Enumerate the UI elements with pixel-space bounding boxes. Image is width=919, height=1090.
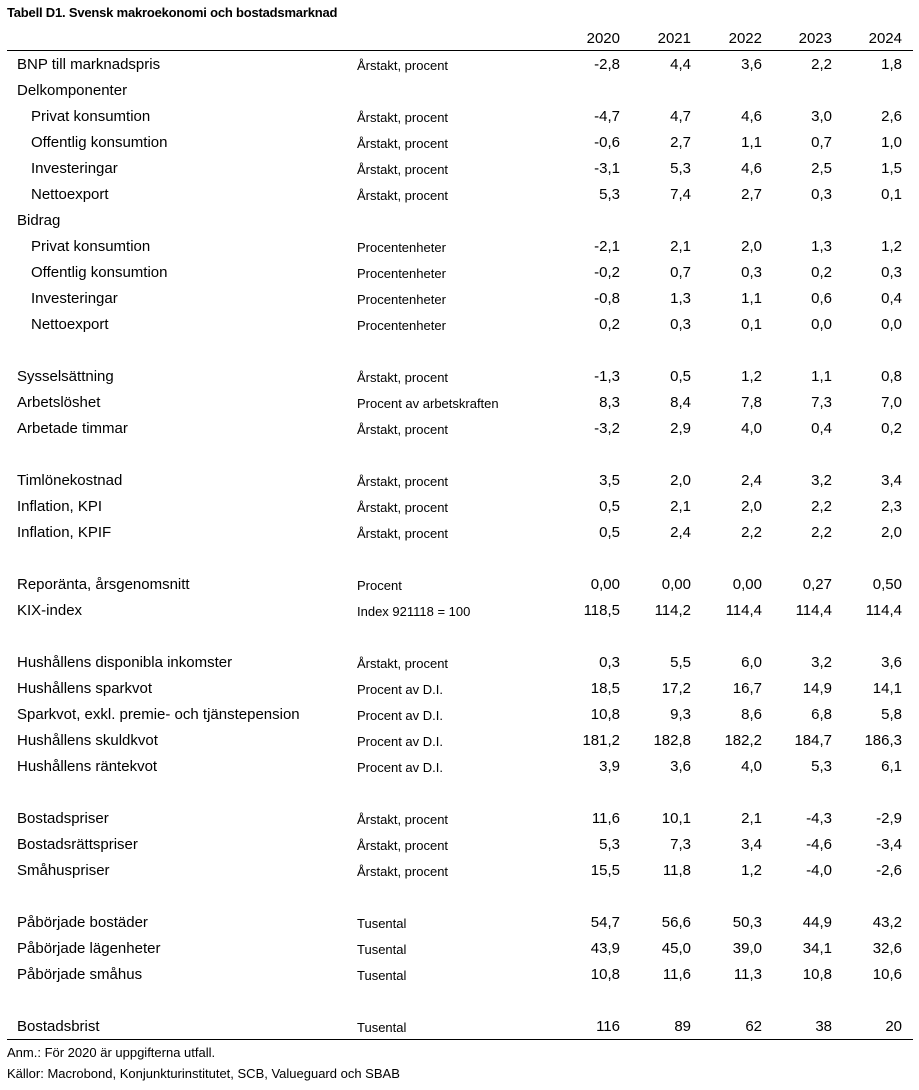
row-value: 0,1 [881,186,902,203]
row-value: 1,0 [881,134,902,151]
row-label: Inflation, KPIF [17,524,112,541]
table-row [0,910,919,936]
row-value: 2,4 [741,472,762,489]
row-value: 0,00 [732,576,762,593]
row-value: 114,4 [795,602,832,619]
row-value: 118,5 [583,602,620,619]
table-spacer-row [0,988,919,1014]
row-label: Hushållens skuldkvot [17,732,158,749]
row-unit: Årstakt, procent [357,188,449,203]
row-value: 0,4 [811,420,832,437]
row-value: 50,3 [732,914,762,931]
row-value: 186,3 [864,732,902,749]
row-unit: Tusental [357,1020,407,1035]
row-value: 2,0 [670,472,691,489]
row-value: 0,7 [670,264,691,281]
row-value: 62 [745,1018,762,1035]
row-value: -2,9 [876,810,902,827]
row-unit: Procentenheter [357,266,446,281]
row-value: 10,1 [661,810,691,827]
row-value: 0,5 [670,368,691,385]
row-value: -2,6 [876,862,902,879]
table-row [0,364,919,390]
row-label: Timlönekostnad [17,472,123,489]
row-unit: Tusental [357,968,407,983]
row-unit: Index 921118 = 100 [357,604,471,619]
row-label: Sysselsättning [17,368,114,385]
row-value: 2,1 [741,810,762,827]
row-value: -4,7 [594,108,620,125]
row-value: 3,9 [599,758,620,775]
table-row [0,702,919,728]
row-value: 2,7 [670,134,691,151]
table-row [0,676,919,702]
table-row [0,416,919,442]
row-label: Småhuspriser [17,862,110,879]
row-value: 6,8 [811,706,832,723]
table-row [0,962,919,988]
table-row [0,156,919,182]
table-row [0,858,919,884]
row-value: 1,5 [881,160,902,177]
row-label: Påbörjade bostäder [17,914,148,931]
row-value: 18,5 [590,680,620,697]
row-value: 89 [674,1018,691,1035]
row-label: Privat konsumtion [31,108,151,125]
row-value: 114,4 [865,602,902,619]
row-unit: Tusental [357,916,407,931]
table-spacer-row [0,546,919,572]
row-value: -0,8 [594,290,620,307]
header-divider [7,50,913,51]
row-value: 7,0 [881,394,902,411]
row-value: 5,3 [599,186,620,203]
row-value: 3,6 [881,654,902,671]
row-value: 6,1 [881,758,902,775]
row-value: 2,1 [670,238,691,255]
row-value: 0,0 [881,316,902,333]
row-value: 7,3 [670,836,691,853]
row-value: 3,6 [670,758,691,775]
row-value: 14,9 [802,680,832,697]
row-value: 4,4 [670,56,691,73]
row-value: 1,2 [741,368,762,385]
row-value: 114,2 [654,602,691,619]
row-value: 3,2 [811,654,832,671]
row-value: 0,3 [741,264,762,281]
table-row [0,286,919,312]
row-unit: Årstakt, procent [357,474,449,489]
table-row [0,130,919,156]
row-label: Reporänta, årsgenomsnitt [17,576,190,593]
row-value: 0,3 [670,316,691,333]
row-value: 5,3 [599,836,620,853]
row-value: 3,2 [811,472,832,489]
row-value: 11,6 [591,810,620,827]
row-value: 2,9 [670,420,691,437]
row-unit: Årstakt, procent [357,58,449,73]
table-note: Anm.: För 2020 är uppgifterna utfall. [7,1045,216,1060]
row-value: 39,0 [732,940,762,957]
row-label: Delkomponenter [17,82,128,99]
row-value: 1,1 [811,368,832,385]
table-row [0,650,919,676]
table-row [0,572,919,598]
row-value: 4,7 [670,108,691,125]
row-value: 43,9 [590,940,620,957]
row-value: -0,2 [594,264,620,281]
table-row [0,234,919,260]
row-value: 182,8 [653,732,691,749]
row-value: 16,7 [732,680,762,697]
row-unit: Årstakt, procent [357,656,449,671]
row-value: 5,3 [670,160,691,177]
row-value: -2,8 [594,56,620,73]
table-row [0,832,919,858]
row-label: Inflation, KPI [17,498,103,515]
row-label: Hushållens sparkvot [17,680,153,697]
row-value: 0,2 [881,420,902,437]
row-value: 5,3 [811,758,832,775]
row-unit: Årstakt, procent [357,110,449,125]
row-value: -3,2 [594,420,620,437]
row-value: 0,5 [599,498,620,515]
row-value: -1,3 [594,368,620,385]
row-value: 10,8 [590,966,620,983]
year-header: 2023 [798,30,832,47]
row-value: 8,4 [670,394,691,411]
row-unit: Årstakt, procent [357,812,449,827]
row-unit: Årstakt, procent [357,838,449,853]
row-label: Arbetslöshet [17,394,101,411]
table-header-row [0,26,919,52]
row-value: -3,4 [876,836,902,853]
row-value: 7,3 [811,394,832,411]
row-value: 2,2 [741,524,762,541]
row-unit: Årstakt, procent [357,422,449,437]
row-value: 2,5 [811,160,832,177]
table-spacer-row [0,624,919,650]
row-label: KIX-index [17,602,83,619]
row-value: 2,7 [741,186,762,203]
row-unit: Procentenheter [357,240,446,255]
row-label: Bostadsrättspriser [17,836,138,853]
row-label: Hushållens disponibla inkomster [17,654,233,671]
row-value: 0,2 [599,316,620,333]
row-value: 0,1 [741,316,762,333]
row-value: 182,2 [724,732,762,749]
row-value: 2,0 [741,238,762,255]
row-value: 3,0 [811,108,832,125]
table-row [0,936,919,962]
row-label: Bidrag [17,212,61,229]
table-spacer-row [0,884,919,910]
row-value: 0,0 [811,316,832,333]
row-value: 45,0 [661,940,691,957]
row-label: Sparkvot, exkl. premie- och tjänstepension [17,706,300,723]
row-label: Nettoexport [31,186,109,203]
row-value: 38 [815,1018,832,1035]
row-value: 0,4 [881,290,902,307]
row-value: 10,8 [590,706,620,723]
row-value: 0,3 [811,186,832,203]
table-row [0,182,919,208]
table-row [0,1014,919,1040]
row-value: 1,1 [741,290,762,307]
table-row [0,494,919,520]
year-header: 2021 [657,30,691,47]
row-unit: Procent av arbetskraften [357,396,499,411]
row-value: 2,6 [881,108,902,125]
row-value: 43,2 [872,914,902,931]
row-value: 0,00 [661,576,691,593]
row-label: Privat konsumtion [31,238,151,255]
row-value: 0,3 [599,654,620,671]
row-value: 2,0 [741,498,762,515]
row-value: 10,6 [872,966,902,983]
row-value: 2,4 [670,524,691,541]
row-value: -4,3 [806,810,832,827]
row-value: 3,5 [599,472,620,489]
row-unit: Procentenheter [357,292,446,307]
row-value: 1,3 [811,238,832,255]
row-value: 2,2 [811,56,832,73]
table-row [0,520,919,546]
row-value: 4,6 [741,108,762,125]
row-value: 44,9 [802,914,832,931]
row-value: 9,3 [670,706,691,723]
row-label: Hushållens räntekvot [17,758,158,775]
row-unit: Procentenheter [357,318,446,333]
table-row [0,728,919,754]
row-value: 1,8 [881,56,902,73]
row-value: 11,6 [662,966,691,983]
row-value: 3,4 [881,472,902,489]
table-title: Tabell D1. Svensk makroekonomi och bostadsmarknad [7,5,338,20]
row-value: 10,8 [802,966,832,983]
table-row [0,754,919,780]
table-row [0,598,919,624]
year-header: 2024 [868,30,902,47]
table-sources: Källor: Macrobond, Konjunkturinstitutet, SCB, Valueguard och SBAB [7,1066,400,1081]
row-unit: Årstakt, procent [357,500,449,515]
row-label: BNP till marknadspris [17,56,161,73]
table-spacer-row [0,338,919,364]
row-value: 0,00 [590,576,620,593]
row-unit: Procent av D.I. [357,708,443,723]
row-unit: Årstakt, procent [357,526,449,541]
row-value: 5,8 [881,706,902,723]
row-value: 0,5 [599,524,620,541]
row-value: 0,7 [811,134,832,151]
row-value: 1,2 [881,238,902,255]
table-row [0,806,919,832]
row-value: 116 [596,1018,620,1035]
row-value: 2,0 [881,524,902,541]
row-unit: Procent av D.I. [357,760,443,775]
table-spacer-row [0,442,919,468]
table-spacer-row [0,780,919,806]
row-unit: Årstakt, procent [357,136,449,151]
row-value: -2,1 [594,238,620,255]
row-value: 0,2 [811,264,832,281]
row-unit: Årstakt, procent [357,370,449,385]
row-value: 8,6 [741,706,762,723]
table-row [0,78,919,104]
table-row [0,208,919,234]
row-value: 15,5 [590,862,620,879]
row-value: 184,7 [794,732,832,749]
row-label: Påbörjade lägenheter [17,940,161,957]
row-unit: Procent av D.I. [357,734,443,749]
row-value: 6,0 [741,654,762,671]
row-value: 32,6 [872,940,902,957]
row-value: 7,4 [670,186,691,203]
row-label: Offentlig konsumtion [31,134,168,151]
row-label: Nettoexport [31,316,109,333]
row-value: 2,2 [811,524,832,541]
row-unit: Årstakt, procent [357,162,449,177]
row-value: -4,6 [806,836,832,853]
row-value: 5,5 [670,654,691,671]
row-value: 34,1 [802,940,832,957]
row-value: 2,2 [811,498,832,515]
row-value: 54,7 [590,914,620,931]
row-value: 3,4 [741,836,762,853]
row-value: 11,3 [733,966,762,983]
row-label: Bostadsbrist [17,1018,100,1035]
footer-divider [7,1039,913,1040]
row-value: 0,3 [881,264,902,281]
row-value: 14,1 [872,680,902,697]
row-value: 1,1 [741,134,762,151]
row-value: 0,6 [811,290,832,307]
row-label: Bostadspriser [17,810,109,827]
year-header: 2022 [728,30,762,47]
row-value: -4,0 [806,862,832,879]
row-value: 1,2 [741,862,762,879]
row-value: -3,1 [594,160,620,177]
row-value: 1,3 [670,290,691,307]
row-value: 2,1 [670,498,691,515]
row-value: 4,0 [741,420,762,437]
row-value: 2,3 [881,498,902,515]
row-label: Påbörjade småhus [17,966,143,983]
row-unit: Årstakt, procent [357,864,449,879]
row-label: Arbetade timmar [17,420,128,437]
table-row [0,390,919,416]
row-value: 56,6 [661,914,691,931]
row-label: Investeringar [31,160,118,177]
row-value: 4,6 [741,160,762,177]
row-unit: Tusental [357,942,407,957]
table-row [0,468,919,494]
row-value: 4,0 [741,758,762,775]
row-value: 0,8 [881,368,902,385]
row-value: 3,6 [741,56,762,73]
row-label: Investeringar [31,290,118,307]
row-value: 20 [885,1018,902,1035]
table-row [0,52,919,78]
row-value: 114,4 [725,602,762,619]
row-unit: Procent av D.I. [357,682,443,697]
row-value: 7,8 [741,394,762,411]
row-unit: Procent [357,578,402,593]
table-row [0,312,919,338]
row-value: 8,3 [599,394,620,411]
row-value: 17,2 [661,680,691,697]
row-value: -0,6 [594,134,620,151]
row-value: 181,2 [582,732,620,749]
row-value: 0,50 [872,576,902,593]
row-value: 11,8 [662,862,691,879]
table-row [0,260,919,286]
table-row [0,104,919,130]
year-header: 2020 [586,30,620,47]
row-value: 0,27 [802,576,832,593]
row-label: Offentlig konsumtion [31,264,168,281]
